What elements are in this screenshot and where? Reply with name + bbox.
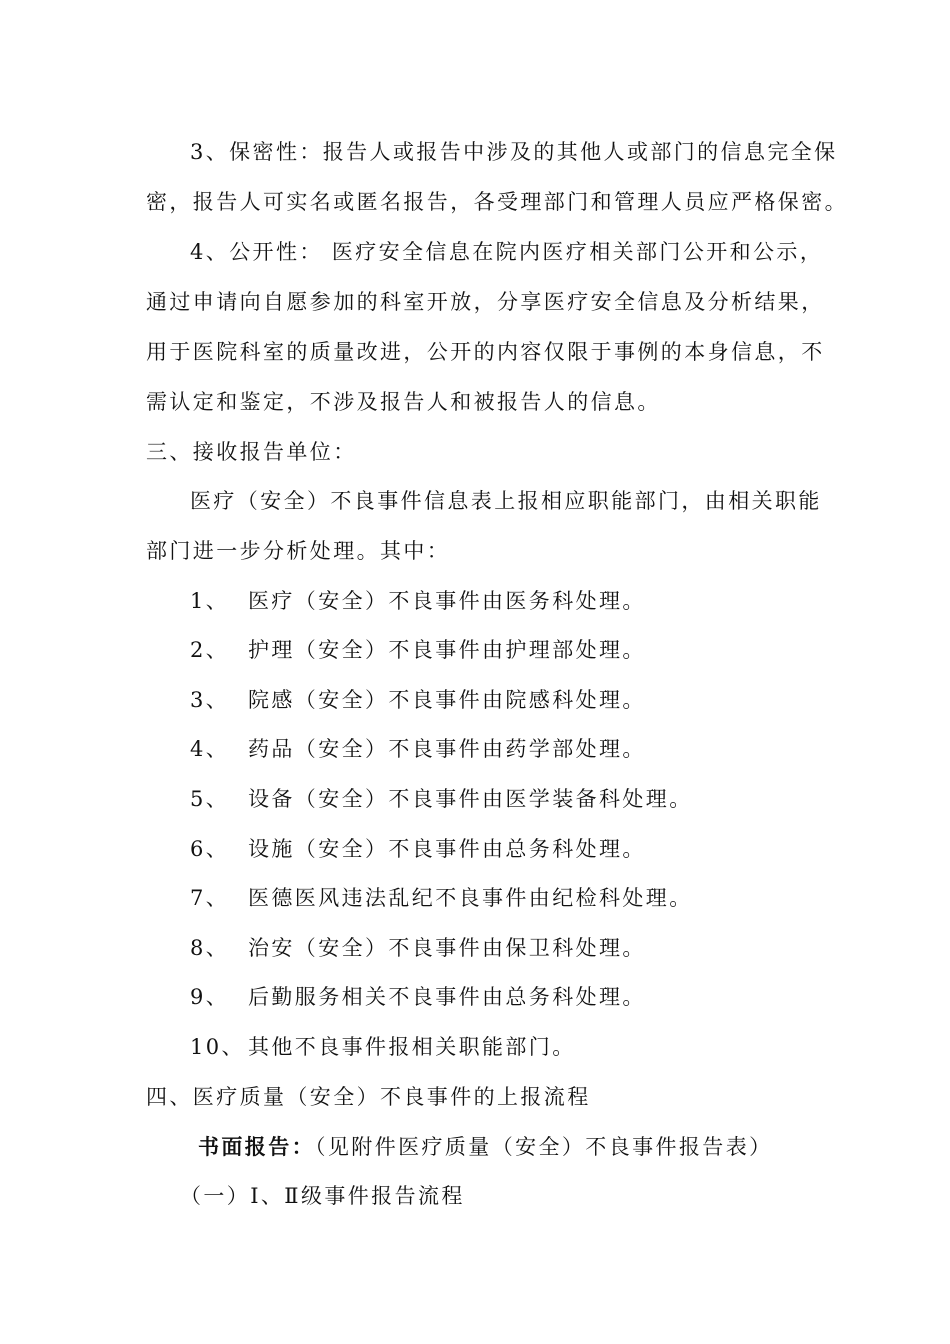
list-item-number: 5、 <box>190 787 230 811</box>
para-openness-line4: 需认定和鉴定，不涉及报告人和被报告人的信息。 <box>146 390 661 414</box>
section3-heading: 三、接收报告单位： <box>146 440 357 464</box>
list-item <box>190 734 646 764</box>
list-item <box>190 685 646 715</box>
list-item-text: 药品（安全）不良事件由药学部处理。 <box>248 737 646 761</box>
para-confidentiality-line1: 3、保密性：报告人或报告中涉及的其他人或部门的信息完全保 <box>190 140 838 164</box>
list-item-number: 4、 <box>190 737 230 761</box>
para-confidentiality-line2: 密，报告人可实名或匿名报告，各受理部门和管理人员应严格保密。 <box>146 190 848 214</box>
list-item-number: 7、 <box>190 886 230 910</box>
para-openness-line2: 通过申请向自愿参加的科室开放，分享医疗安全信息及分析结果， <box>146 290 825 314</box>
subsection-heading: （一）Ⅰ、Ⅱ级事件报告流程 <box>180 1184 465 1208</box>
list-item-text: 其他不良事件报相关职能部门。 <box>248 1035 576 1059</box>
para-openness-line3: 用于医院科室的质量改进，公开的内容仅限于事例的本身信息，不 <box>146 340 825 364</box>
written-report-line <box>198 1132 773 1162</box>
para-openness-line1: 4、公开性： 医疗安全信息在院内医疗相关部门公开和公示， <box>190 240 824 264</box>
section3-intro-line1: 医疗（安全）不良事件信息表上报相应职能部门，由相关职能 <box>190 489 822 513</box>
list-item <box>190 586 646 616</box>
list-item-text: 医德医风违法乱纪不良事件由纪检科处理。 <box>248 886 693 910</box>
list-item-text: 设备（安全）不良事件由医学装备科处理。 <box>248 787 693 811</box>
list-item-number: 1、 <box>190 589 230 613</box>
list-item <box>190 982 646 1012</box>
list-item-number: 2、 <box>190 638 230 662</box>
list-item-text: 院感（安全）不良事件由院感科处理。 <box>248 688 646 712</box>
list-item-number: 10、 <box>190 1035 245 1059</box>
list-item-text: 设施（安全）不良事件由总务科处理。 <box>248 837 646 861</box>
list-item <box>190 635 646 665</box>
written-report-label: 书面报告： <box>198 1135 315 1159</box>
list-item-number: 6、 <box>190 837 230 861</box>
list-item-number: 3、 <box>190 688 230 712</box>
list-item <box>190 784 693 814</box>
list-item-text: 后勤服务相关不良事件由总务科处理。 <box>248 985 646 1009</box>
section4-heading: 四、医疗质量（安全）不良事件的上报流程 <box>146 1085 591 1109</box>
list-item <box>190 883 693 913</box>
section3-intro-line2: 部门进一步分析处理。其中： <box>146 539 451 563</box>
list-item-text: 护理（安全）不良事件由护理部处理。 <box>248 638 646 662</box>
list-item-text: 医疗（安全）不良事件由医务科处理。 <box>248 589 646 613</box>
list-item-number: 9、 <box>190 985 230 1009</box>
list-item <box>190 1032 576 1062</box>
written-report-text: （见附件医疗质量（安全）不良事件报告表） <box>315 1135 773 1159</box>
list-item <box>190 933 646 963</box>
list-item-text: 治安（安全）不良事件由保卫科处理。 <box>248 936 646 960</box>
list-item <box>190 834 646 864</box>
list-item-number: 8、 <box>190 936 230 960</box>
